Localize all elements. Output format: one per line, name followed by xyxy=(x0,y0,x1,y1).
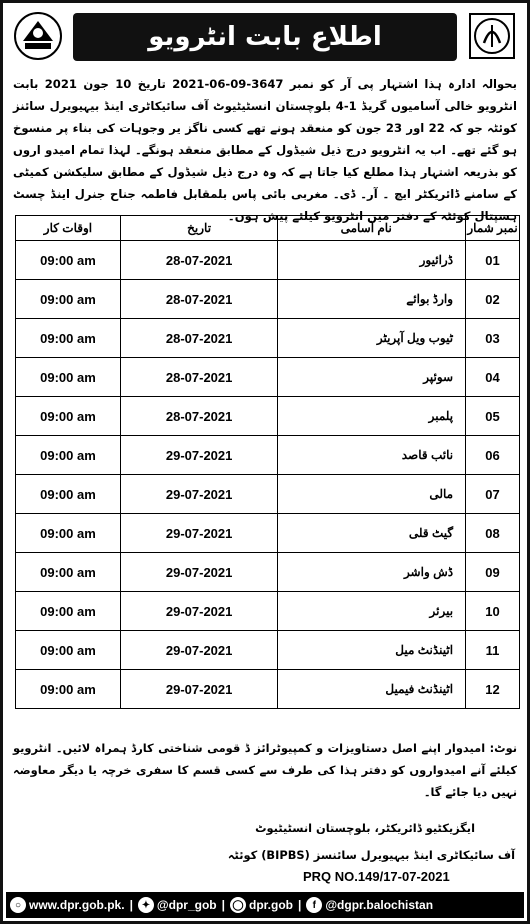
table-row xyxy=(16,631,520,670)
cell-post: نائب قاصد xyxy=(278,436,466,475)
cell-post: پلمبر xyxy=(278,397,466,436)
header xyxy=(7,7,523,67)
footer-website-text: www.dpr.gob.pk. xyxy=(29,898,125,912)
footer-twitter-text: @dpr_gob xyxy=(156,898,217,912)
cell-sno: 03 xyxy=(466,319,520,358)
cell-time: 09:00 am xyxy=(16,241,121,280)
cell-date: 28-07-2021 xyxy=(120,280,277,319)
footer-facebook[interactable] xyxy=(302,897,437,913)
signature-block xyxy=(185,815,515,869)
cell-sno: 01 xyxy=(466,241,520,280)
table-row xyxy=(16,397,520,436)
note-paragraph: نوٹ: امیدوار اپنے اصل دستاویزات و کمپیوٹرائز ڈ قومی شناختی کارڈ ہمراہ لائیں۔ انٹرویو کیلئے آنے امیدواروں کو دفتر ہذا کی طرف سے کسی قسم کا سفری خرچہ یا دیگر معاوضہ نہیں دیا جائے گا۔ xyxy=(13,741,517,799)
cell-time: 09:00 am xyxy=(16,475,121,514)
cell-post: گیٹ قلی xyxy=(278,514,466,553)
facebook-icon: f xyxy=(306,897,322,913)
footer-instagram-text: dpr.gob xyxy=(248,898,293,912)
table-row xyxy=(16,592,520,631)
cell-time: 09:00 am xyxy=(16,319,121,358)
cell-date: 28-07-2021 xyxy=(120,358,277,397)
table-row xyxy=(16,280,520,319)
footer-instagram[interactable] xyxy=(226,897,297,913)
cell-date: 29-07-2021 xyxy=(120,670,277,709)
cell-date: 29-07-2021 xyxy=(120,592,277,631)
header-sno: نمبر شمار xyxy=(466,216,520,241)
footer-separator: | xyxy=(297,898,302,912)
footer-facebook-text: @dgpr.balochistan xyxy=(325,898,434,912)
cell-sno: 10 xyxy=(466,592,520,631)
cell-sno: 08 xyxy=(466,514,520,553)
table-row xyxy=(16,553,520,592)
intro-paragraph: بحوالہ ادارہ ہذا اشتہار پی آر کو نمبر 3647-09-06-2021 تاریخ 10 جون 2021 بابت انٹرویو خالی آسامیوں گریڈ 1-4 بلوچستان انسٹیٹیوٹ آف سائیکاٹری اینڈ بیہیویرل سائنز کوئٹہ جو کہ 22 اور 23 جون کو منعقد ہونے تھے کسی ناگز یر وجوہات کی بناء پر منسوخ ہو گئے تھے۔ اب یہ انٹرویو درج ذیل شیڈول کے مطابق منعقد ہونگے۔ لہذا تمام امیدو اروں کو بذریعہ اشتہار ہذا مطلع کیا جاتا ہے کہ وہ درج ذیل شیڈول کے مطابق سلیکشن کمیٹی کے سامنے ڈائریکٹر ایچ ۔ آر۔ ڈی۔ مغربی بائی پاس بلمقابل فاطمہ جناح جنرل اینڈ چسٹ ہسپتال کوئٹہ کے دفتر میں انٹرویو کیلئے پیش ہوں۔ xyxy=(13,77,518,223)
table-row xyxy=(16,358,520,397)
cell-time: 09:00 am xyxy=(16,436,121,475)
footer-separator: | xyxy=(221,898,225,912)
cell-post: اٹینڈنٹ فیمیل xyxy=(278,670,466,709)
cell-post: اٹینڈنٹ میل xyxy=(278,631,466,670)
page-title: اطلاع بابت انٹرویو xyxy=(73,13,457,61)
cell-time: 09:00 am xyxy=(16,358,121,397)
cell-sno: 04 xyxy=(466,358,520,397)
cell-sno: 11 xyxy=(466,631,520,670)
cell-time: 09:00 am xyxy=(16,397,121,436)
footer-separator: | xyxy=(129,898,133,912)
cell-time: 09:00 am xyxy=(16,553,121,592)
cell-date: 28-07-2021 xyxy=(120,397,277,436)
header-time: اوقات کار xyxy=(16,216,121,241)
cell-post: وارڈ بوائے xyxy=(278,280,466,319)
cell-sno: 09 xyxy=(466,553,520,592)
prq-number: PRQ NO.149/17-07-2021 xyxy=(303,869,450,884)
cell-sno: 07 xyxy=(466,475,520,514)
signature-line-2: آف سائیکاٹری اینڈ بیہیویرل سائنسز (BIPBS) کوئٹہ xyxy=(227,848,515,862)
government-emblem-icon xyxy=(13,11,63,61)
cell-date: 28-07-2021 xyxy=(120,241,277,280)
header-post: نام آسامی xyxy=(278,216,466,241)
cell-sno: 12 xyxy=(466,670,520,709)
table-row xyxy=(16,319,520,358)
cell-date: 28-07-2021 xyxy=(120,319,277,358)
cell-time: 09:00 am xyxy=(16,592,121,631)
footer-bar xyxy=(6,892,524,918)
table-row xyxy=(16,670,520,709)
signature-line-1: ایگزیکٹیو ڈائریکٹر، بلوچستان انسٹیٹیوٹ xyxy=(255,821,475,835)
cell-post: ڈرائیور xyxy=(278,241,466,280)
table-row xyxy=(16,514,520,553)
cell-date: 29-07-2021 xyxy=(120,631,277,670)
cell-time: 09:00 am xyxy=(16,631,121,670)
table-row xyxy=(16,475,520,514)
footer-twitter[interactable] xyxy=(134,897,221,913)
cell-post: سوئپر xyxy=(278,358,466,397)
cell-date: 29-07-2021 xyxy=(120,436,277,475)
globe-icon: ○ xyxy=(10,897,26,913)
twitter-icon: ✦ xyxy=(138,897,154,913)
header-date: تاریخ xyxy=(120,216,277,241)
cell-time: 09:00 am xyxy=(16,280,121,319)
cell-sno: 06 xyxy=(466,436,520,475)
cell-post: ڈش واشر xyxy=(278,553,466,592)
cell-date: 29-07-2021 xyxy=(120,553,277,592)
table-row xyxy=(16,241,520,280)
cell-date: 29-07-2021 xyxy=(120,514,277,553)
cell-sno: 05 xyxy=(466,397,520,436)
table-header-row xyxy=(16,216,520,241)
footer-website[interactable] xyxy=(6,897,129,913)
interview-schedule-table xyxy=(15,215,520,709)
cell-sno: 02 xyxy=(466,280,520,319)
cell-time: 09:00 am xyxy=(16,514,121,553)
institute-logo-icon xyxy=(467,11,517,61)
cell-time: 09:00 am xyxy=(16,670,121,709)
table-row xyxy=(16,436,520,475)
cell-date: 29-07-2021 xyxy=(120,475,277,514)
instagram-icon: ◯ xyxy=(230,897,246,913)
cell-post: مالی xyxy=(278,475,466,514)
cell-post: بیرئر xyxy=(278,592,466,631)
cell-post: ٹیوب ویل آپریٹر xyxy=(278,319,466,358)
